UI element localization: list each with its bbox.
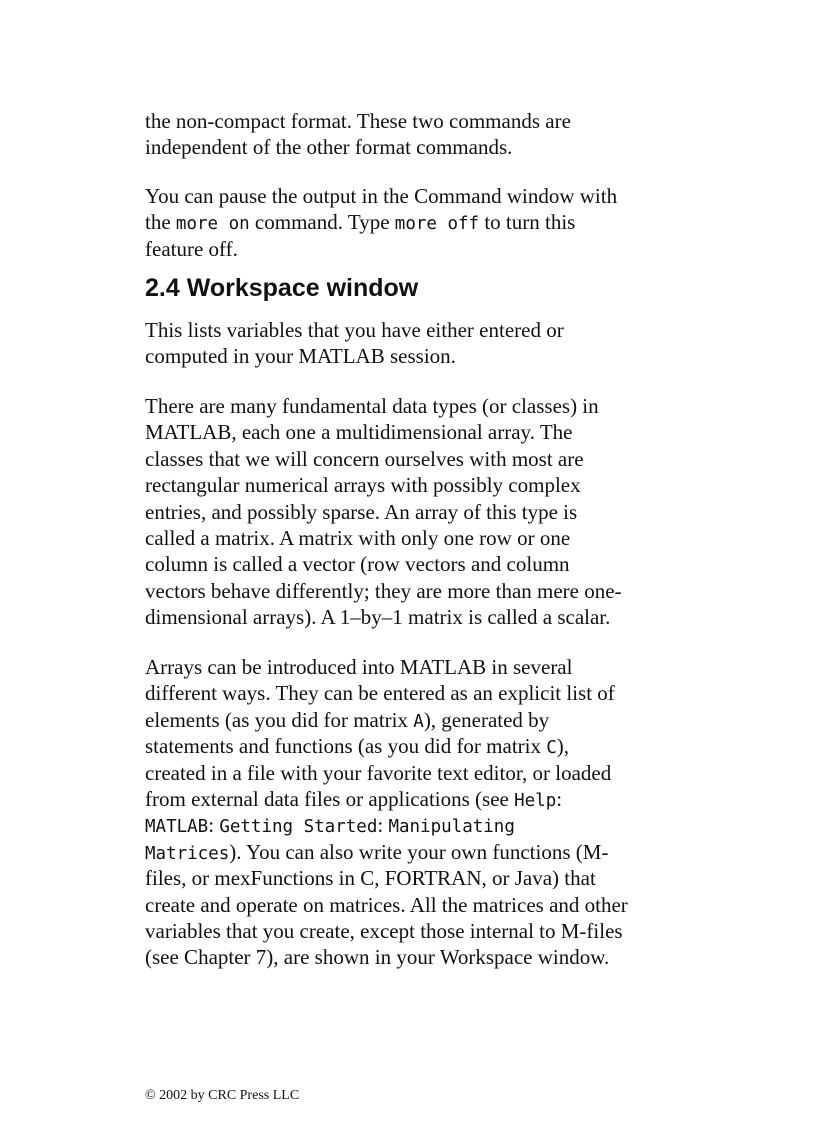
code-text: Getting Started: [219, 817, 378, 838]
text-run: to turn this: [479, 210, 576, 235]
text-run: :: [556, 786, 563, 811]
text-line: [145, 892, 705, 918]
text-line: [145, 134, 705, 160]
text-line: [145, 760, 705, 786]
code-text: more on: [175, 214, 250, 235]
text-run: This lists variables that you have either entered or: [145, 318, 564, 342]
code-text: C: [546, 738, 557, 759]
text-run: :: [208, 813, 220, 838]
text-run: (see Chapter 7), are shown in your Workspace window.: [145, 945, 610, 970]
text-run: ),: [556, 734, 570, 759]
text-line: [145, 865, 705, 891]
text-line: [145, 236, 705, 262]
text-line: [145, 472, 705, 498]
text-run: computed in your MATLAB session.: [145, 344, 456, 369]
text-run: from external data files or applications (see: [145, 786, 515, 811]
text-run: classes that we will concern ourselves with most are: [145, 446, 584, 471]
text-line: [145, 183, 705, 209]
text-line: [145, 525, 705, 551]
text-line: [145, 209, 705, 235]
text-run: entries, and possibly sparse. An array of this type is: [145, 499, 578, 524]
paragraph-workspace-intro: [145, 317, 705, 370]
text-run: ). You can also write your own functions (M-: [229, 839, 609, 864]
paragraph-more-command: [145, 183, 705, 262]
text-run: created in a file with your favorite text editor, or loaded: [145, 760, 612, 785]
text-line: [145, 108, 705, 134]
code-text: A: [413, 711, 424, 732]
text-run: MATLAB, each one a multidimensional array. The: [145, 420, 573, 445]
text-run: rectangular numerical arrays with possibly complex: [145, 473, 581, 498]
text-run: column is called a vector (row vectors and column: [145, 552, 570, 577]
text-line: [145, 918, 705, 944]
text-run: variables that you create, except those internal to M-files: [145, 918, 623, 943]
text-run: the: [145, 210, 176, 235]
text-line: [145, 654, 705, 680]
text-run: Arrays can be introduced into MATLAB in several: [145, 655, 573, 679]
text-run: There are many fundamental data types (or classes) in: [145, 394, 599, 418]
text-run: create and operate on matrices. All the matrices and other: [145, 892, 628, 917]
text-run: files, or mexFunctions in C, FORTRAN, or Java) that: [145, 866, 596, 891]
text-run: called a matrix. A matrix with only one row or one: [145, 525, 571, 550]
code-text: Matrices: [145, 843, 230, 864]
text-run: feature off.: [145, 236, 238, 261]
text-line: [145, 604, 705, 630]
text-run: independent of the other format commands.: [145, 135, 513, 160]
text-run: You can pause the output in the Command window with: [145, 184, 618, 208]
text-line: [145, 551, 705, 577]
text-line: [145, 733, 705, 759]
code-text: MATLAB: [145, 817, 209, 838]
text-line: [145, 499, 705, 525]
copyright-footer: © 2002 by CRC Press LLC: [145, 1088, 300, 1103]
text-line: [145, 707, 705, 733]
text-line: [145, 343, 705, 369]
text-line: [145, 419, 705, 445]
text-run: :: [377, 813, 389, 838]
text-line: [145, 839, 705, 865]
text-line: [145, 812, 705, 838]
text-run: command. Type: [249, 210, 395, 235]
paragraph-data-types: [145, 393, 705, 631]
text-line: [145, 680, 705, 706]
text-line: [145, 786, 705, 812]
text-run: elements (as you did for matrix: [145, 707, 414, 732]
paragraph-format-commands: [145, 108, 705, 161]
code-text: more off: [394, 214, 480, 235]
text-line: [145, 393, 705, 419]
text-run: dimensional arrays). A 1–by–1 matrix is called a scalar.: [145, 605, 611, 630]
text-run: vectors behave differently; they are more than mere one-: [145, 578, 622, 603]
text-run: the non-compact format. These two commands are: [145, 109, 571, 133]
text-line: [145, 446, 705, 472]
paragraph-arrays: [145, 654, 705, 971]
code-text: Manipulating: [388, 817, 515, 838]
text-line: [145, 578, 705, 604]
text-run: ), generated by: [423, 707, 550, 732]
code-text: Help: [514, 790, 557, 811]
text-line: [145, 317, 705, 343]
text-run: different ways. They can be entered as an explicit list of: [145, 681, 615, 706]
text-line: [145, 944, 705, 970]
section-heading: 2.4 Workspace window: [145, 274, 419, 302]
text-run: statements and functions (as you did for matrix: [145, 734, 547, 759]
